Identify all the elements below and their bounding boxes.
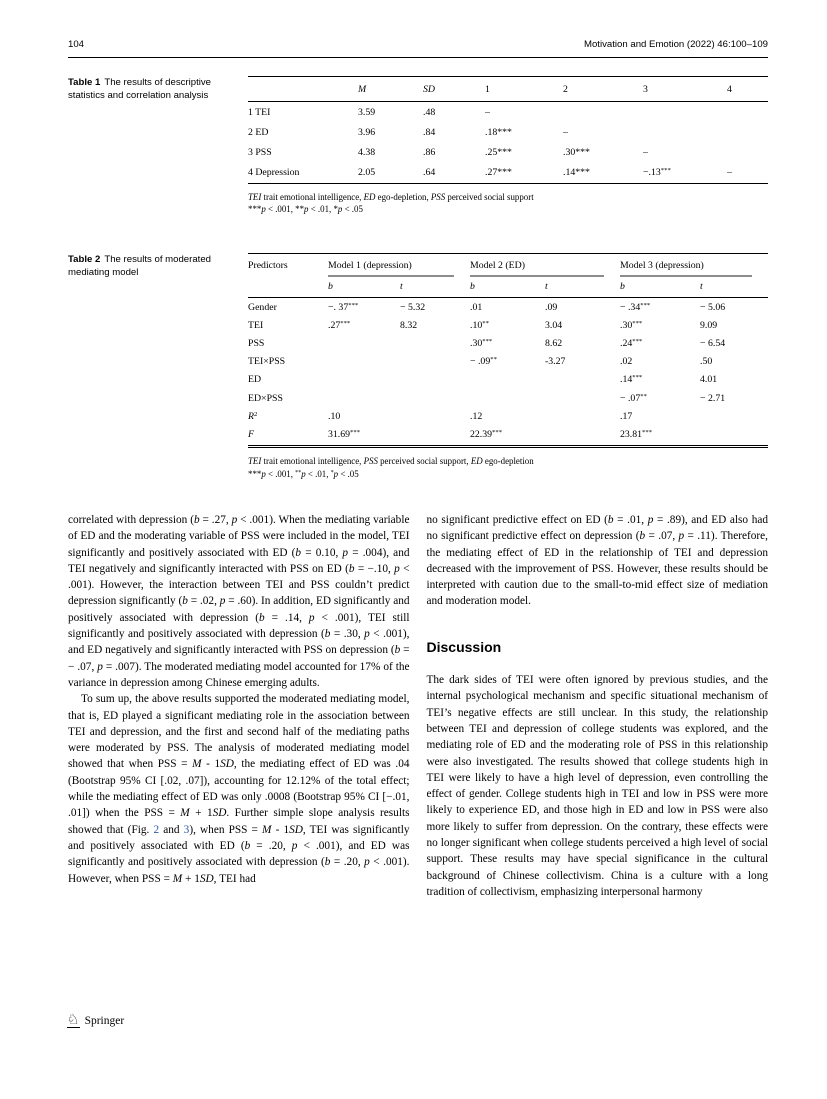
table1-note-significance: ***p < .001, **p < .01, *p < .05 xyxy=(248,204,363,215)
column-header: t xyxy=(700,277,768,298)
table2-section xyxy=(68,253,768,480)
table-cell xyxy=(727,122,768,142)
table-cell xyxy=(643,102,727,123)
table-cell: – xyxy=(727,163,768,184)
table-cell xyxy=(700,407,768,425)
table-cell xyxy=(643,122,727,142)
table-cell xyxy=(400,407,470,425)
table-cell xyxy=(470,389,545,407)
table-cell: 9.09 xyxy=(700,319,718,331)
table-cell: .14*** xyxy=(620,374,643,386)
table-cell xyxy=(400,371,470,389)
column-group-header xyxy=(328,254,470,278)
table-cell: − .34*** xyxy=(620,301,651,313)
journal-reference: Motivation and Emotion (2022) 46:100–109 xyxy=(583,39,768,50)
figure-link[interactable]: 3 xyxy=(183,823,190,836)
column-header: t xyxy=(545,277,620,298)
page-number: 104 xyxy=(68,39,85,50)
row-label: ED×PSS xyxy=(248,392,283,404)
table-cell: .64 xyxy=(423,163,485,184)
table-cell: – xyxy=(643,146,648,158)
table-row xyxy=(248,316,768,334)
table-cell xyxy=(727,102,768,123)
table-cell: 31.69*** xyxy=(328,425,400,446)
table-cell: – xyxy=(485,106,490,118)
table-cell xyxy=(545,425,620,446)
table1-caption-text: The results of descriptive statistics and correlation analysis xyxy=(68,77,212,101)
table-cell: .02 xyxy=(620,356,633,368)
table2-caption xyxy=(68,253,226,480)
table-cell: 2.05 xyxy=(358,163,423,184)
table-cell xyxy=(700,425,768,446)
table1-caption xyxy=(68,76,226,216)
discussion-heading: Discussion xyxy=(426,638,502,655)
body-text xyxy=(68,512,768,900)
column-header: b xyxy=(328,277,400,298)
table-cell: .10 xyxy=(328,410,341,422)
descriptive-statistics-table xyxy=(248,76,768,184)
table-cell: .27*** xyxy=(328,319,351,331)
table-cell: − 6.54 xyxy=(700,337,726,349)
table-row xyxy=(248,163,768,184)
body-paragraph: To sum up, the above results supported the moderated mediating model, that is, ED played a significant mediating role in the association between TEI and depression, and the first and second half of the mediating paths were moderated by PSS. The analysis of moderated mediating model showed that when PSS = M - 1SD, the mediating effect of ED was .04 (Bootstrap 95% CI [.02, .07]), accounting for 12.12% of the total effect; while the mediating effect of ED was only .0008 (Bootstrap 95% CI [−.01, .01]) when the PSS = M + 1SD. Further simple slope analysis results showed that (Fig. 2 and 3), when PSS = M - 1SD, TEI was significantly and positively associated with ED (b = .20, p < .001), and ED was significantly and positively associated with depression (b = .20, p < .001). However, when PSS = M + 1SD, TEI had xyxy=(68,693,410,885)
table-cell: 3.96 xyxy=(358,126,376,138)
table-cell: .30*** xyxy=(563,146,590,158)
table-cell: .12 xyxy=(470,410,483,422)
body-paragraph: no significant predictive effect on ED (b = .01, p = .89), and ED also had no significant predictive effect on depression (b = .07, p = .11). Therefore, the mediating effect of ED in the relationship of TEI and depression decreased with the improvement of PSS. However, these results should be interpreted with caution due to the small-to-mid effect size of mediation and moderation model. xyxy=(426,514,768,608)
publisher-footer xyxy=(67,1013,124,1028)
running-head xyxy=(68,39,768,50)
table-row xyxy=(248,425,768,446)
table-cell: 22.39*** xyxy=(470,425,545,446)
table-cell: .14*** xyxy=(563,163,643,184)
column-header: 1 xyxy=(485,77,563,102)
table-cell: .24*** xyxy=(620,337,643,349)
table-row xyxy=(248,389,768,407)
table-cell: .01 xyxy=(470,301,483,313)
column-header xyxy=(248,77,358,102)
table-cell xyxy=(400,353,470,371)
row-label: F xyxy=(248,425,328,446)
column-header: SD xyxy=(423,77,485,102)
table-cell: − .07** xyxy=(620,392,647,404)
body-paragraph: correlated with depression (b = .27, p < .001). When the mediating variable of ED and the moderating variable of PSS were included in the model, TEI significantly and positively associated with ED (b = 0.10, p = .004), and TEI negatively and significantly interacted with PSS on ED (b = −.10, p < .001). However, the interaction between TEI and PSS couldn’t predict depression significantly (b = .02, p = .60). In addition, ED significantly and positively associated with depression (b = .14, p < .001), TEI still significantly and positively associated with depression (b = .30, p < .001), and ED negatively and significantly interacted with PSS on depression (b = − .07, p = .007). The moderated mediating model accounted for 17% of the variance in depression among Chinese emerging adults. xyxy=(68,514,410,689)
column-header: t xyxy=(400,277,470,298)
moderated-mediating-model-table xyxy=(248,253,768,448)
table-cell xyxy=(400,425,470,446)
table2-wrap xyxy=(248,253,768,480)
table-cell xyxy=(328,334,400,352)
table-cell: − 5.32 xyxy=(400,301,426,313)
table1-caption-label: Table 1 xyxy=(68,77,101,88)
table-cell xyxy=(400,334,470,352)
table-cell: .86 xyxy=(423,146,436,158)
table-cell: .25*** xyxy=(485,146,512,158)
row-label: 1 TEI xyxy=(248,106,271,118)
table-cell: .50 xyxy=(700,356,713,368)
table-row xyxy=(248,353,768,371)
column-header: b xyxy=(620,277,700,298)
table-row xyxy=(248,142,768,162)
table-cell xyxy=(328,371,400,389)
table1-section xyxy=(68,76,768,216)
table-cell: .48 xyxy=(423,106,436,118)
table-cell xyxy=(545,371,620,389)
table-subheader-row xyxy=(248,277,768,298)
column-group-header xyxy=(620,254,768,278)
column-header: M xyxy=(358,77,423,102)
table-row xyxy=(248,298,768,317)
row-label: TEI×PSS xyxy=(248,356,286,368)
table-header-row xyxy=(248,254,768,278)
table-cell xyxy=(328,353,400,371)
table-cell: 8.32 xyxy=(400,319,418,331)
row-label: 4 Depression xyxy=(248,163,358,184)
column-header: b xyxy=(470,277,545,298)
row-label: 2 ED xyxy=(248,126,269,138)
table-row xyxy=(248,371,768,389)
left-column xyxy=(68,512,410,900)
row-label: Gender xyxy=(248,301,277,313)
table-cell: −. 37*** xyxy=(328,301,359,313)
table-header-row xyxy=(248,77,768,102)
table-cell: .10** xyxy=(470,319,489,331)
table-cell: 23.81*** xyxy=(620,425,700,446)
table2-note-significance: ***p < .001, **p < .01, *p < .05 xyxy=(248,468,359,479)
table-cell: -3.27 xyxy=(545,356,566,368)
header-rule xyxy=(68,57,768,58)
row-label: TEI xyxy=(248,319,264,331)
table-cell: .30*** xyxy=(470,337,493,349)
table-cell: .18*** xyxy=(485,126,512,138)
table-cell xyxy=(545,389,620,407)
table-cell: −.13*** xyxy=(643,163,727,184)
column-header: Predictors xyxy=(248,254,328,278)
row-label: 3 PSS xyxy=(248,146,272,158)
springer-horse-icon: ♘ xyxy=(67,1012,80,1028)
table-cell: 3.59 xyxy=(358,106,376,118)
table-cell: – xyxy=(563,126,568,138)
table-cell xyxy=(470,371,545,389)
body-paragraph: The dark sides of TEI were often ignored by previous studies, and the internal psychological mechanism and specific situational mechanism of TEI’s negative effects are still unclear. In this study, the relationship between TEI and depression of college students was explored, and the mediating role of ED and the moderating role of PSS in this relationship were also investigated. The results showed that college students high in TEI were likely to have a high level of depression, even controlling the effect of gender. College students high in TEI and low in PSS were more likely to experience ED, and those high in ED and low in PSS were also more likely to suffer from depression. On the contrary, these effects were no longer significant when college students perceived a high level of social support. These results may have special significance in the cultural background of Chinese collectivism. China is a culture with a long tradition of collectivism, emphasizing interpersonal harmony xyxy=(426,674,768,898)
row-label: $R^2$ xyxy=(248,410,258,422)
table-cell: .27*** xyxy=(485,163,563,184)
table-cell: 4.38 xyxy=(358,146,376,158)
table-cell: − 2.71 xyxy=(700,392,726,404)
column-header: 4 xyxy=(727,77,768,102)
table2-caption-label: Table 2 xyxy=(68,254,101,265)
table-cell: .84 xyxy=(423,126,436,138)
table2-caption-text: The results of moderated mediating model xyxy=(68,254,212,278)
table-cell xyxy=(400,389,470,407)
column-group-header xyxy=(470,254,620,278)
table-cell xyxy=(545,407,620,425)
table-cell: − 5.06 xyxy=(700,301,726,313)
row-label: PSS xyxy=(248,337,265,349)
table-row xyxy=(248,102,768,123)
table-cell: 4.01 xyxy=(700,374,718,386)
table1-note-abbrev: TEI trait emotional intelligence, ED ego-depletion, PSS perceived social support xyxy=(248,191,534,202)
group-header-rule: Model 1 (depression) xyxy=(328,260,454,277)
table-cell xyxy=(563,102,643,123)
table-cell xyxy=(328,389,400,407)
figure-link[interactable]: 2 xyxy=(153,823,160,836)
table-cell: 8.62 xyxy=(545,337,563,349)
column-header: 2 xyxy=(563,77,643,102)
table-cell: .09 xyxy=(545,301,558,313)
group-header-rule: Model 3 (depression) xyxy=(620,260,752,277)
group-header-rule: Model 2 (ED) xyxy=(470,260,604,277)
table-row xyxy=(248,407,768,425)
column-header xyxy=(248,277,328,298)
table-row xyxy=(248,122,768,142)
table-cell: .17 xyxy=(620,410,633,422)
table-cell: .30*** xyxy=(620,319,643,331)
publisher-name: Springer xyxy=(84,1014,125,1027)
table-cell: 3.04 xyxy=(545,319,563,331)
column-header: 3 xyxy=(643,77,727,102)
table-cell: − .09** xyxy=(470,356,497,368)
table-row xyxy=(248,334,768,352)
right-column xyxy=(427,512,769,900)
table2-note-abbrev: TEI trait emotional intelligence, PSS perceived social support, ED ego-depletion xyxy=(248,455,534,466)
row-label: ED xyxy=(248,374,262,386)
table1-wrap xyxy=(248,76,768,216)
table-cell xyxy=(727,142,768,162)
